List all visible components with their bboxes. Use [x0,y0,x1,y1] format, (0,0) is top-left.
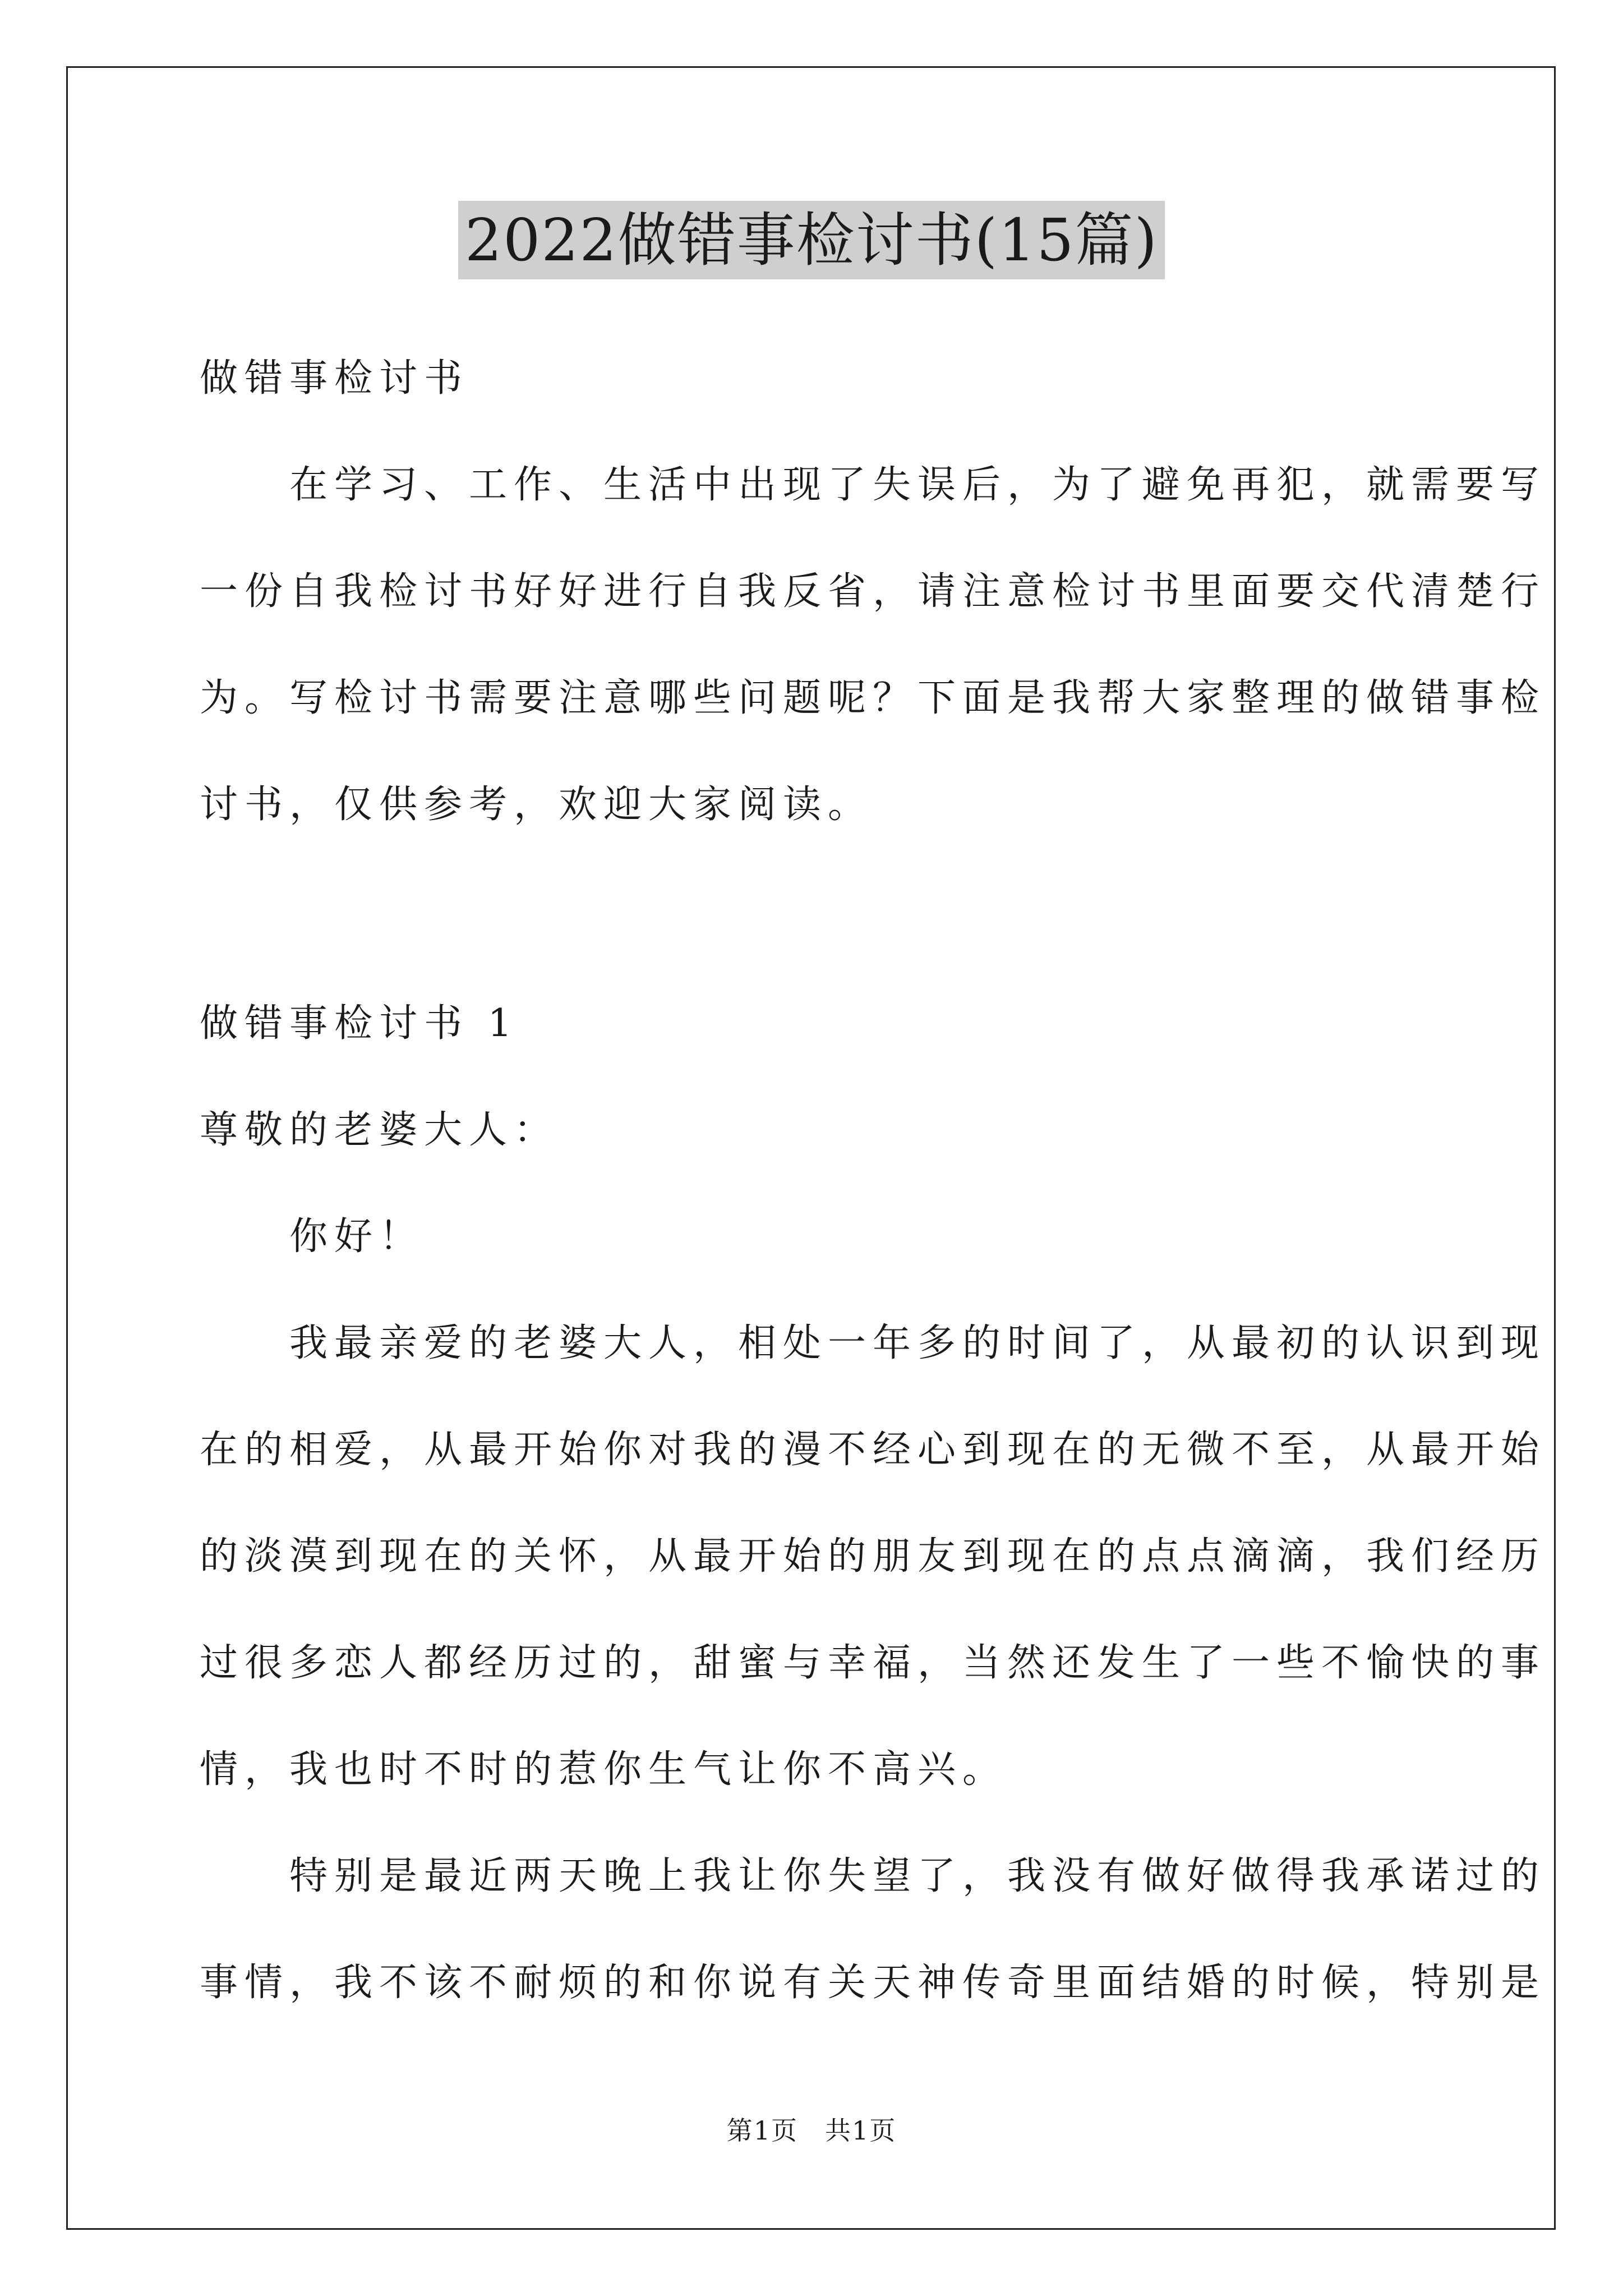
title-wrap [0,201,1623,279]
document-title: 2022做错事检讨书(15篇) [458,201,1165,279]
salutation: 尊敬的老婆大人： [200,1108,559,1152]
paragraph-line: 一份自我检讨书好好进行自我反省，请注意检讨书里面要交代清楚行 [200,569,1546,614]
paragraph-line: 情，我也时不时的惹你生气让你不高兴。 [200,1747,1008,1792]
paragraph-line: 的淡漠到现在的关怀，从最开始的朋友到现在的点点滴滴，我们经历 [200,1534,1546,1579]
paragraph-line: 事情，我不该不耐烦的和你说有关天神传奇里面结婚的时候，特别是 [200,1961,1546,2005]
paragraph-line: 特别是最近两天晚上我让你失望了，我没有做好做得我承诺过的 [200,1854,1546,1898]
paragraph-line: 过很多恋人都经历过的，甜蜜与幸福，当然还发生了一些不愉快的事 [200,1641,1546,1685]
paragraph-line: 为。写检讨书需要注意哪些问题呢？下面是我帮大家整理的做错事检 [200,676,1546,720]
page-footer: 第1页 共1页 [726,2115,897,2146]
paragraph-line: 在学习、工作、生活中出现了失误后，为了避免再犯，就需要写 [200,463,1546,507]
paragraph-line: 在的相爱，从最开始你对我的漫不经心到现在的无微不至，从最开始 [200,1428,1546,1472]
section-heading: 做错事检讨书 1 [200,1001,519,1046]
paragraph-line: 讨书，仅供参考，欢迎大家阅读。 [200,783,873,827]
paragraph-line: 我最亲爱的老婆大人，相处一年多的时间了，从最初的认识到现 [200,1321,1546,1365]
section-heading: 做错事检讨书 [200,356,469,401]
greeting: 你好！ [200,1214,425,1259]
